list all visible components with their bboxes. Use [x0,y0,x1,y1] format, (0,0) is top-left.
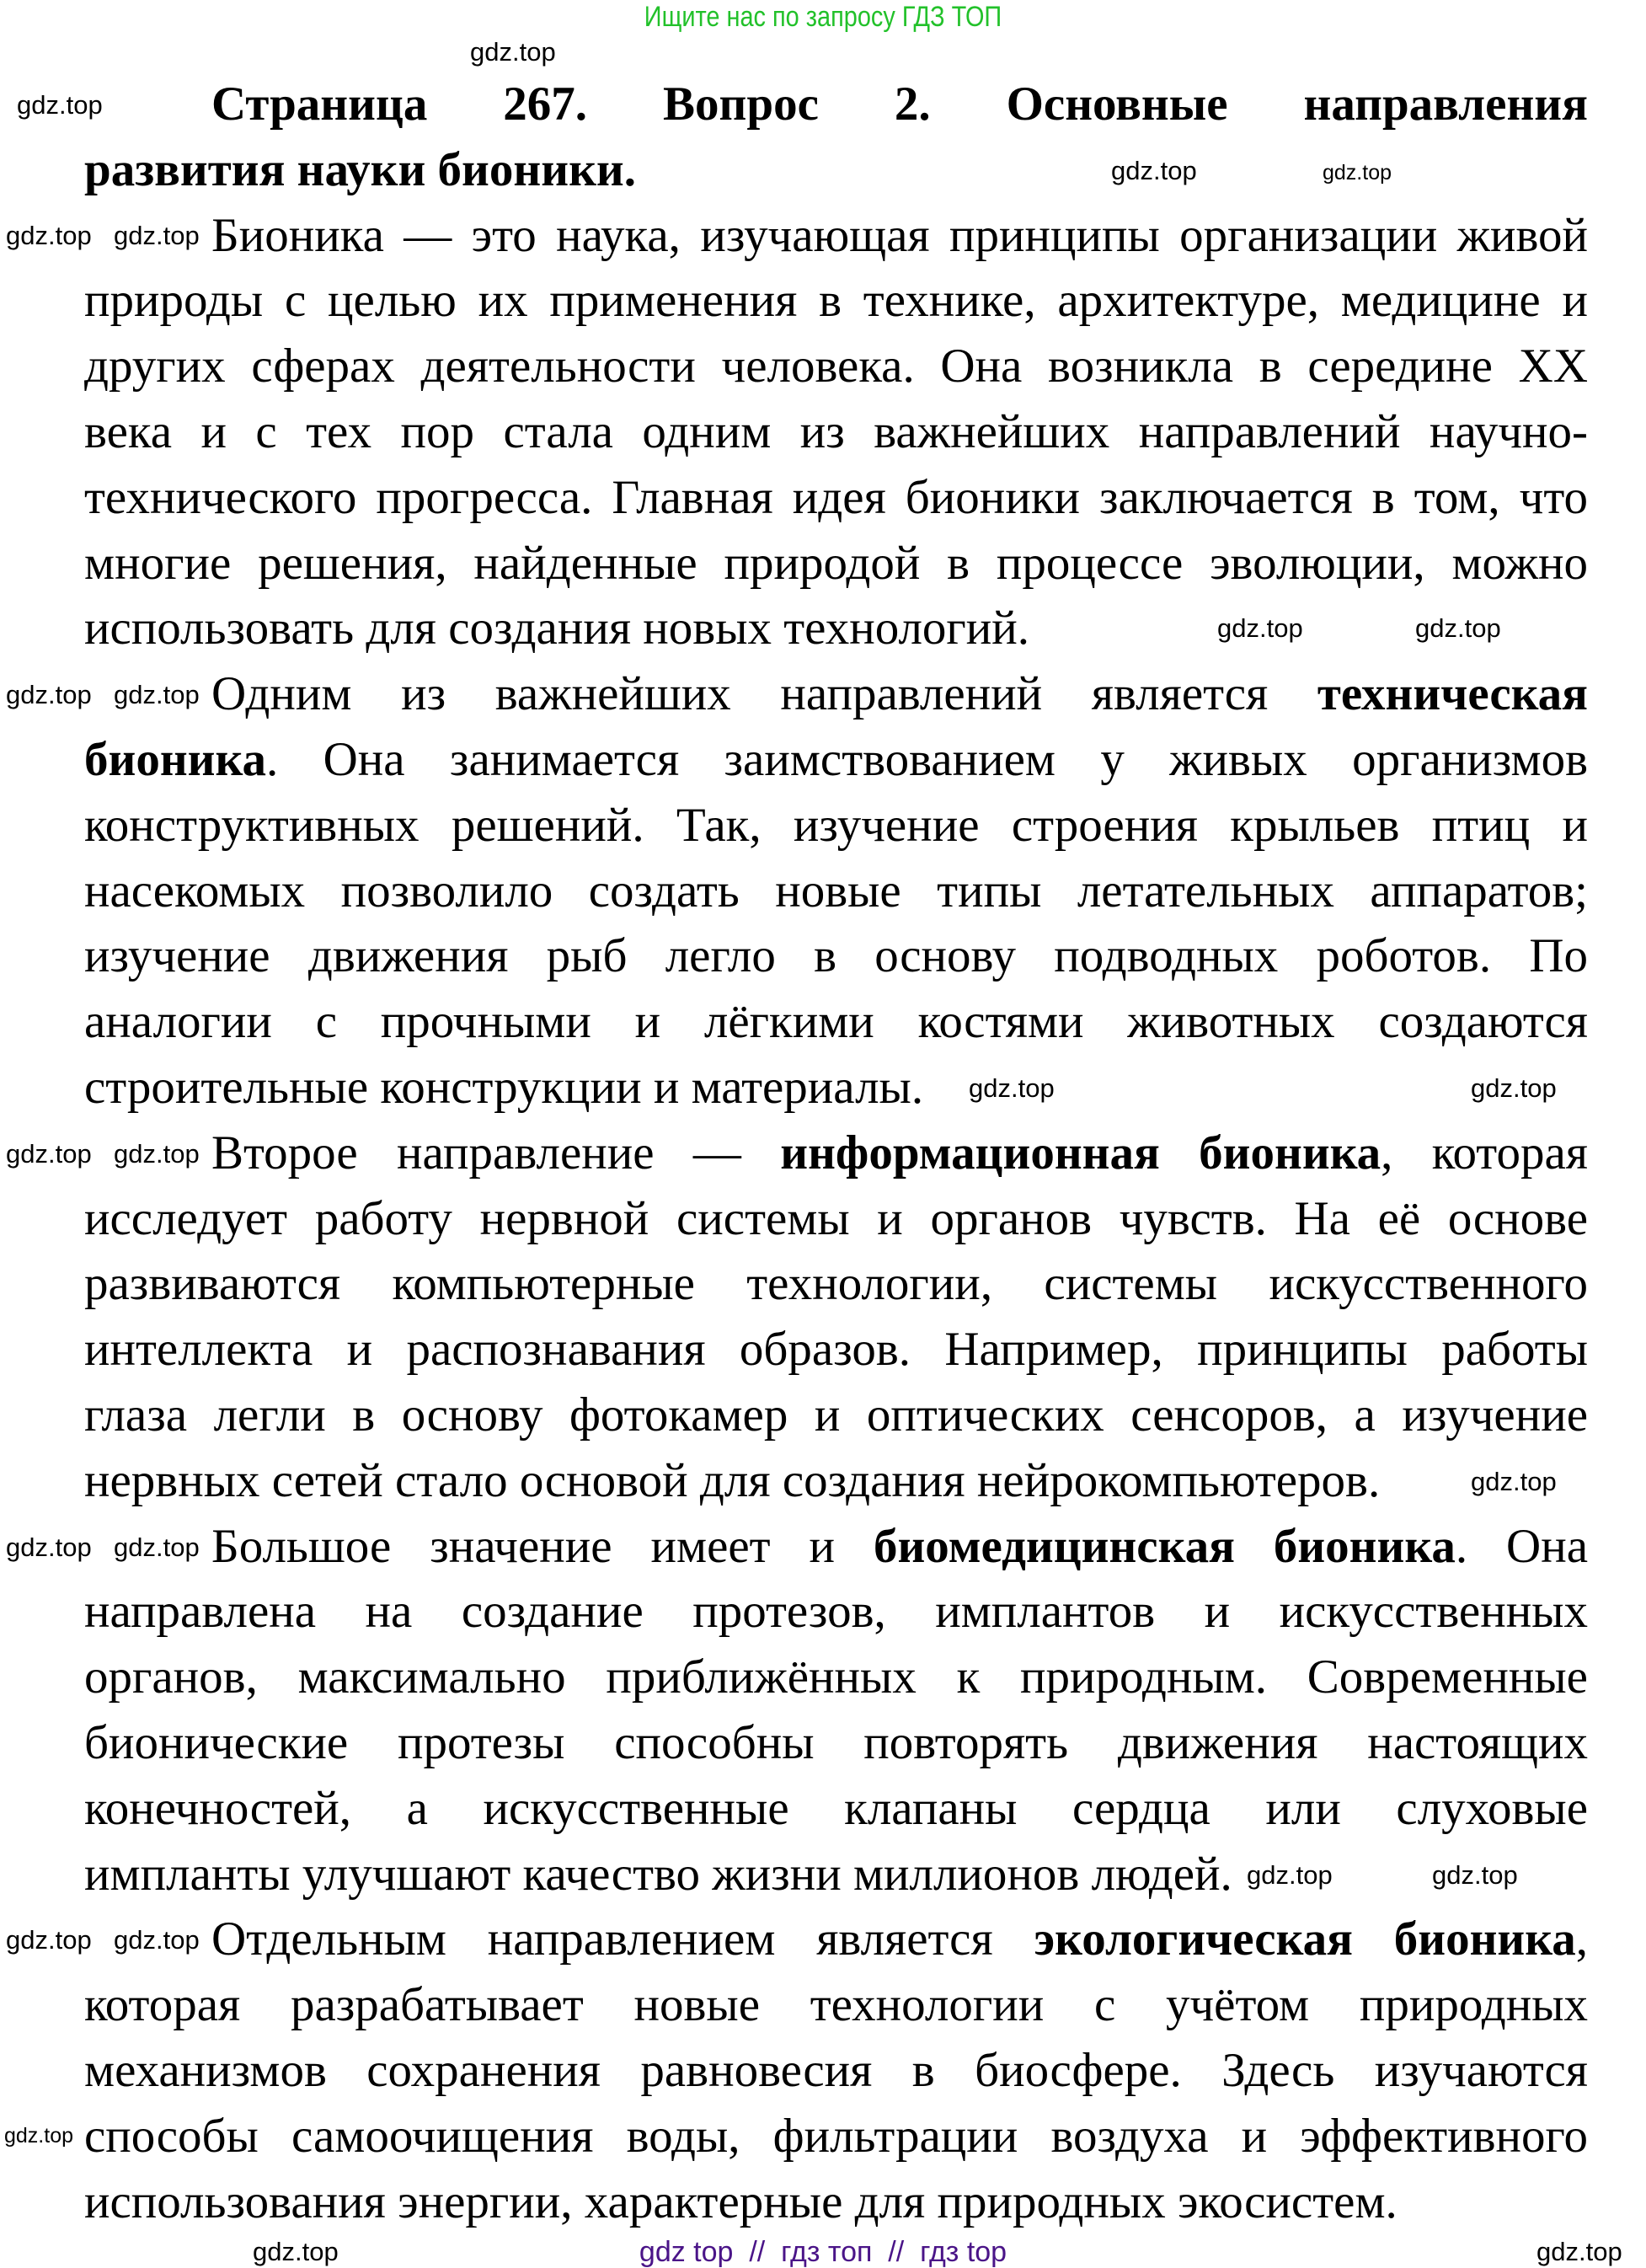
gdz-watermark: gdz.top [969,1073,1055,1103]
paragraph-line [211,1907,1588,1971]
paragraph-line [84,1448,1380,1513]
text-run: Бионика — это наука, изучающая принципы организации живой [211,208,1588,262]
paragraph-line [84,859,1588,923]
gdz-watermark: gdz.top [1247,1860,1333,1890]
gdz-watermark: gdz.top [1323,161,1392,185]
bold-term: техническая [1317,667,1588,721]
text-run: изучение движения рыб легло в основу подводных роботов. По [84,929,1588,983]
gdz-watermark: gdz.top [6,1533,92,1562]
paragraph-line [84,465,1588,530]
bold-term: биомедицинская бионика [873,1519,1456,1573]
text-run: развиваются компьютерные технологии, системы искусственного [84,1257,1588,1311]
gdz-watermark: gdz.top [114,1533,200,1562]
gdz-watermark: gdz.top [470,37,556,67]
search-hint-banner: Ищите нас по запросу ГДЗ ТОП [644,1,1002,33]
gdz-watermark: gdz.top [6,1139,92,1169]
gdz-watermark: gdz.top [6,680,92,709]
paragraph-line [84,1251,1588,1316]
text-run: исследует работу нервной системы и органов чувств. На её основе [84,1191,1588,1245]
paragraph-line [84,2038,1588,2103]
text-run: века и с тех пор стала одним из важнейших направлений научно- [84,405,1588,458]
gdz-watermark: gdz.top [114,680,200,709]
paragraph-line [84,1317,1588,1382]
text-run: конечностей, а искусственные клапаны сердца или слуховые [84,1781,1588,1835]
title-line [211,72,1588,136]
gdz-watermark: gdz.top [1111,156,1197,185]
text-run: , которая [1381,1126,1588,1179]
text-run: способы самоочищения воды, фильтрации воздуха и эффективного [84,2109,1588,2163]
paragraph-line [84,2104,1588,2169]
paragraph-line [211,1514,1588,1579]
gdz-watermark: gdz.top [1536,2237,1622,2266]
paragraph-line [211,661,1588,726]
paragraph-line [84,1579,1588,1644]
paragraph-line [84,268,1588,333]
text-run: глаза легли в основу фотокамер и оптических сенсоров, а изучение [84,1388,1588,1442]
text-run: Большое значение имеет и [211,1519,874,1573]
gdz-watermark: gdz.top [1217,613,1303,643]
paragraph-line [211,203,1588,268]
text-run: использования энергии, характерные для природных экосистем. [84,2174,1397,2228]
gdz-watermark: gdz.top [1471,1073,1557,1103]
text-run: Отдельным направлением является [211,1912,1034,1966]
paragraph-line [211,1121,1588,1185]
paragraph-line [84,1186,1588,1251]
gdz-watermark: gdz.top [114,1925,200,1955]
paragraph-line [84,1710,1588,1775]
paragraph-line [84,1383,1588,1447]
text-run: . Она занимается заимствованием у живых организмов [266,733,1588,786]
paragraph-line [84,923,1588,988]
gdz-watermark: gdz.top [4,2124,74,2148]
bold-term: развития науки бионики. [84,142,636,196]
paragraph-line [84,989,1588,1054]
paragraph-line [84,531,1588,596]
text-run: импланты улучшают качество жизни миллионов людей. [84,1847,1232,1901]
text-run: использовать для создания новых технологий. [84,602,1030,655]
text-run: нервных сетей стало основой для создания нейрокомпьютеров. [84,1453,1381,1507]
bold-term: бионика [84,733,267,786]
text-run: строительные конструкции и материалы. [84,1061,924,1114]
gdz-watermark: gdz.top [1432,1860,1518,1890]
text-run: Второе направление — [211,1126,781,1179]
text-run: которая разрабатывает новые технологии с учётом природных [84,1978,1588,2032]
gdz-watermark: gdz.top [114,221,200,250]
paragraph-line [84,1842,1232,1907]
text-run: аналогии с прочными и лёгкими костями животных создаются [84,995,1588,1049]
paragraph-line [84,1645,1588,1709]
paragraph-line [84,1055,923,1120]
gdz-watermark: gdz.top [6,221,92,250]
text-run: природы с целью их применения в технике, архитектуре, медицине и [84,274,1588,328]
paragraph-line [84,2169,1397,2234]
gdz-watermark: gdz.top [1415,613,1501,643]
paragraph-line [84,1776,1588,1841]
gdz-watermark: gdz.top [114,1139,200,1169]
paragraph-line [84,1972,1588,2037]
text-run: технического прогресса. Главная идея бионики заключается в том, что [84,470,1588,524]
text-run: Одним из важнейших направлений является [211,667,1317,721]
text-run: направлена на создание протезов, имплантов и искусственных [84,1585,1588,1639]
text-run: бионические протезы способны повторять движения настоящих [84,1716,1588,1769]
paragraph-line [84,727,1588,792]
gdz-watermark: gdz.top [17,90,103,120]
paragraph-line [84,793,1588,858]
bold-term: Страница 267. Вопрос 2. Основные направления [211,78,1588,131]
text-run: органов, максимально приближённых к природным. Современные [84,1650,1588,1704]
title-line [84,137,636,202]
text-run: многие решения, найденные природой в процессе эволюции, можно [84,536,1588,590]
bold-term: информационная бионика [780,1126,1381,1179]
gdz-watermark: gdz.top [1471,1467,1557,1496]
text-run: , [1575,1912,1588,1966]
paragraph-line [84,399,1588,464]
text-run: других сферах деятельности человека. Она возникла в середине XX [84,340,1588,393]
text-run: насекомых позволило создать новые типы летательных аппаратов; [84,864,1588,917]
text-run: интеллекта и распознавания образов. Например, принципы работы [84,1323,1588,1377]
text-run: конструктивных решений. Так, изучение строения крыльев птиц и [84,798,1588,852]
gdz-watermark: gdz.top [6,1925,92,1955]
paragraph-line [84,596,1029,661]
text-run: . Она [1455,1519,1588,1573]
bold-term: экологическая бионика [1034,1912,1576,1966]
paragraph-line [84,334,1588,399]
footer-watermark: gdz top // гдз топ // гдз top [639,2236,1007,2268]
text-run: механизмов сохранения равновесия в биосфере. Здесь изучаются [84,2044,1588,2097]
gdz-watermark: gdz.top [253,2237,339,2266]
